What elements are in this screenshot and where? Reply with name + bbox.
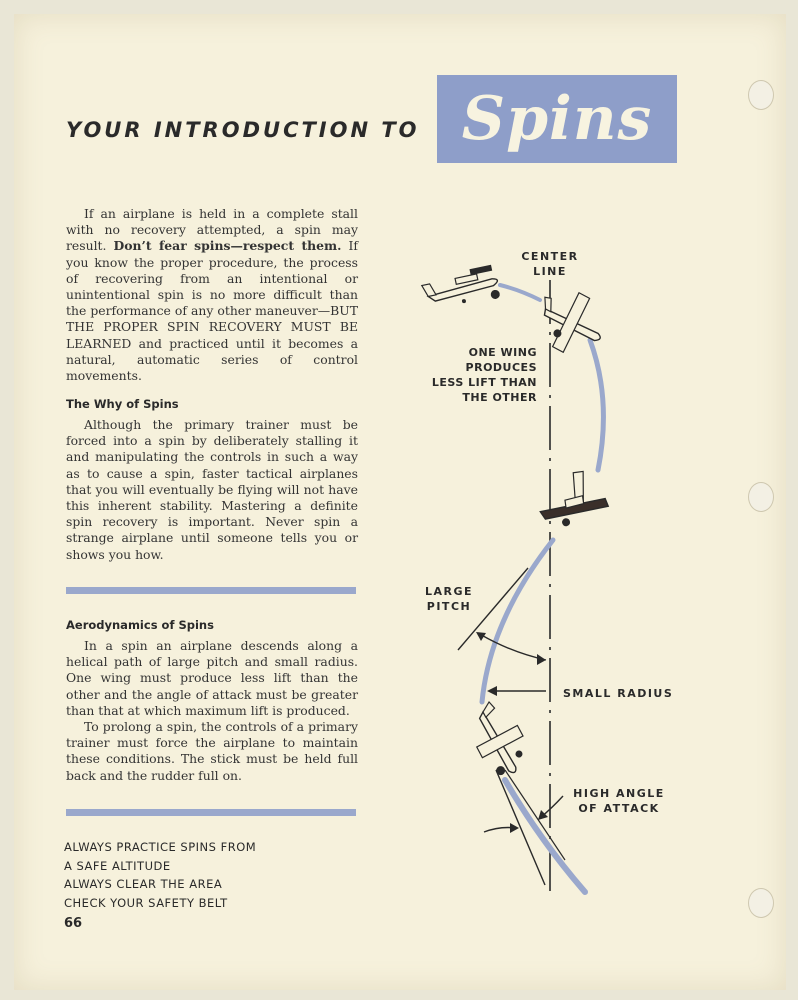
label-line: CENTER — [521, 250, 579, 263]
spin-path — [500, 285, 540, 300]
intro-text-a: If an airplane is held in a complete stall with no recovery attempted, a spin may result. — [66, 206, 358, 254]
attack-line — [505, 770, 565, 860]
safety-line: A SAFE ALTITUDE — [64, 858, 171, 873]
small-radius-label: SMALL RADIUS — [563, 687, 674, 700]
airplane-icon — [526, 280, 614, 365]
page-number: 66 — [64, 916, 83, 931]
spin-path — [590, 340, 603, 470]
why-text: Although the primary trainer must be forced into a spin by deliberately stalling it and manipulating the controls in such a way as to cause a spin, faster tactical airplanes that you will eventually be flying will not have this inherent stability. Mastering a definite spin recovery is important. Never spin a strange airplane until someone tells you or shows you how. — [66, 417, 358, 562]
label-line: LESS LIFT THAN — [431, 376, 537, 389]
label-line: LINE — [533, 265, 567, 278]
label-line: OF ATTACK — [578, 802, 660, 815]
spin-path — [505, 780, 585, 892]
label-line: PITCH — [426, 600, 472, 613]
why-heading: The Why of Spins — [66, 397, 179, 411]
arrow-head — [487, 686, 497, 696]
aero-heading: Aerodynamics of Spins — [66, 618, 214, 632]
safety-line: ALWAYS CLEAR THE AREA — [64, 877, 223, 891]
airplane-icon — [536, 469, 611, 530]
label-line: HIGH ANGLE — [573, 787, 665, 800]
airplane-icon — [461, 695, 536, 782]
safety-line: ALWAYS PRACTICE SPINS FROM — [64, 840, 257, 854]
pitch-arrow — [478, 633, 546, 660]
safety-line: CHECK YOUR SAFETY BELT — [64, 895, 228, 910]
aero-text-1: In a spin an airplane descends along a helical path of large pitch and small radius. One wing must produce less lift than the other and the angle of attack must be greater than that at which maximum lift is produced. — [66, 638, 358, 718]
arrow-head — [537, 654, 546, 665]
arrow-head — [510, 823, 519, 833]
pitch-line — [458, 568, 528, 650]
intro-bold: Don’t fear spins—respect them. — [113, 238, 342, 254]
spin-path — [482, 540, 553, 702]
label-line: THE OTHER — [462, 391, 537, 404]
airplane-icon — [421, 264, 502, 313]
aero-text-2: To prolong a spin, the controls of a primary trainer must force the airplane to maintain these conditions. The stick must be held full back and the rudder full on. — [66, 719, 358, 783]
label-line: ONE WING PRODUCES — [465, 346, 537, 374]
label-line: LARGE — [424, 585, 474, 598]
intro-text-b: If you know the proper procedure, the process of recovering from an intentional or unintentional spin is no more difficult than the performance of any other maneuver—BUT THE PROPER SPIN RECOVERY MUST BE LEARNED and practiced until it becomes a natural, automatic series of control movements. — [66, 238, 358, 384]
page-title: YOUR INTRODUCTION TO — [66, 118, 420, 142]
banner-text: Spins — [461, 84, 653, 154]
